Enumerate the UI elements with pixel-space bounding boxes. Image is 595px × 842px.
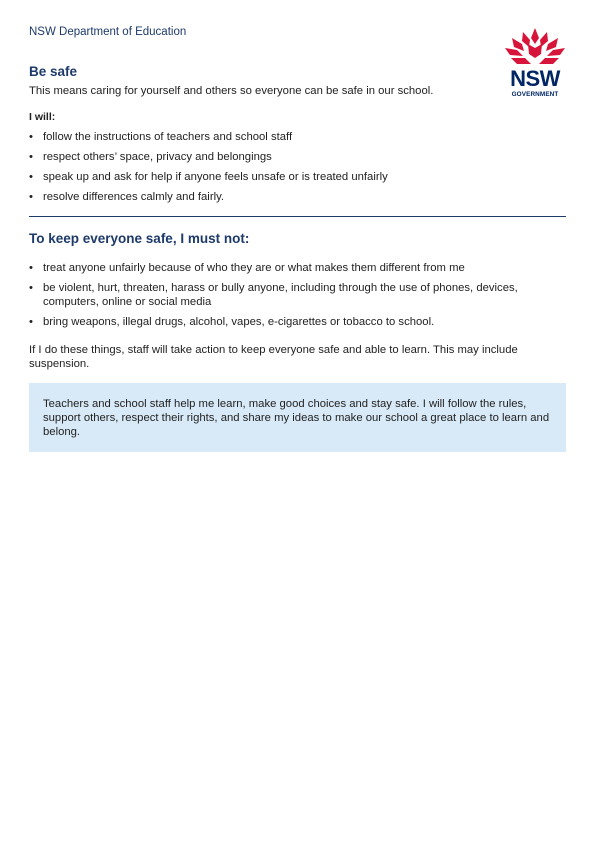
list-item: • speak up and ask for help if anyone feels unsafe or is treated unfairly [29, 170, 564, 184]
list-item: • follow the instructions of teachers and school staff [29, 130, 564, 144]
waratah-icon [501, 28, 569, 68]
logo-wordmark: NSW [510, 66, 560, 91]
consequence-text: If I do these things, staff will take action to keep everyone safe and able to learn. This may include suspension. [29, 344, 518, 370]
must-not-heading: To keep everyone safe, I must not: [29, 231, 250, 246]
i-will-label: I will: [29, 111, 56, 123]
list-item: • resolve differences calmly and fairly. [29, 190, 564, 204]
callout-box: Teachers and school staff help me learn, make good choices and stay safe. I will follow the rules, support others, respect their rights, and share my ideas to make our school a great place to learn and belong. [29, 383, 566, 452]
list-item: • treat anyone unfairly because of who they are or what makes them different from me [29, 261, 564, 275]
list-item: • be violent, hurt, threaten, harass or bully anyone, including through the use of phones, devices, computers, online or social media [29, 281, 564, 309]
department-name: NSW Department of Education [29, 26, 187, 38]
be-safe-intro: This means caring for yourself and others so everyone can be safe in our school. [29, 85, 434, 97]
list-item: • respect others’ space, privacy and belongings [29, 150, 564, 164]
nsw-government-logo [501, 28, 569, 102]
logo-subtext: GOVERNMENT [511, 91, 559, 98]
section-divider [29, 216, 566, 217]
list-item: • bring weapons, illegal drugs, alcohol, vapes, e-cigarettes or tobacco to school. [29, 315, 564, 329]
i-will-list [29, 130, 564, 210]
be-safe-heading: Be safe [29, 64, 78, 79]
must-not-list [29, 261, 564, 335]
